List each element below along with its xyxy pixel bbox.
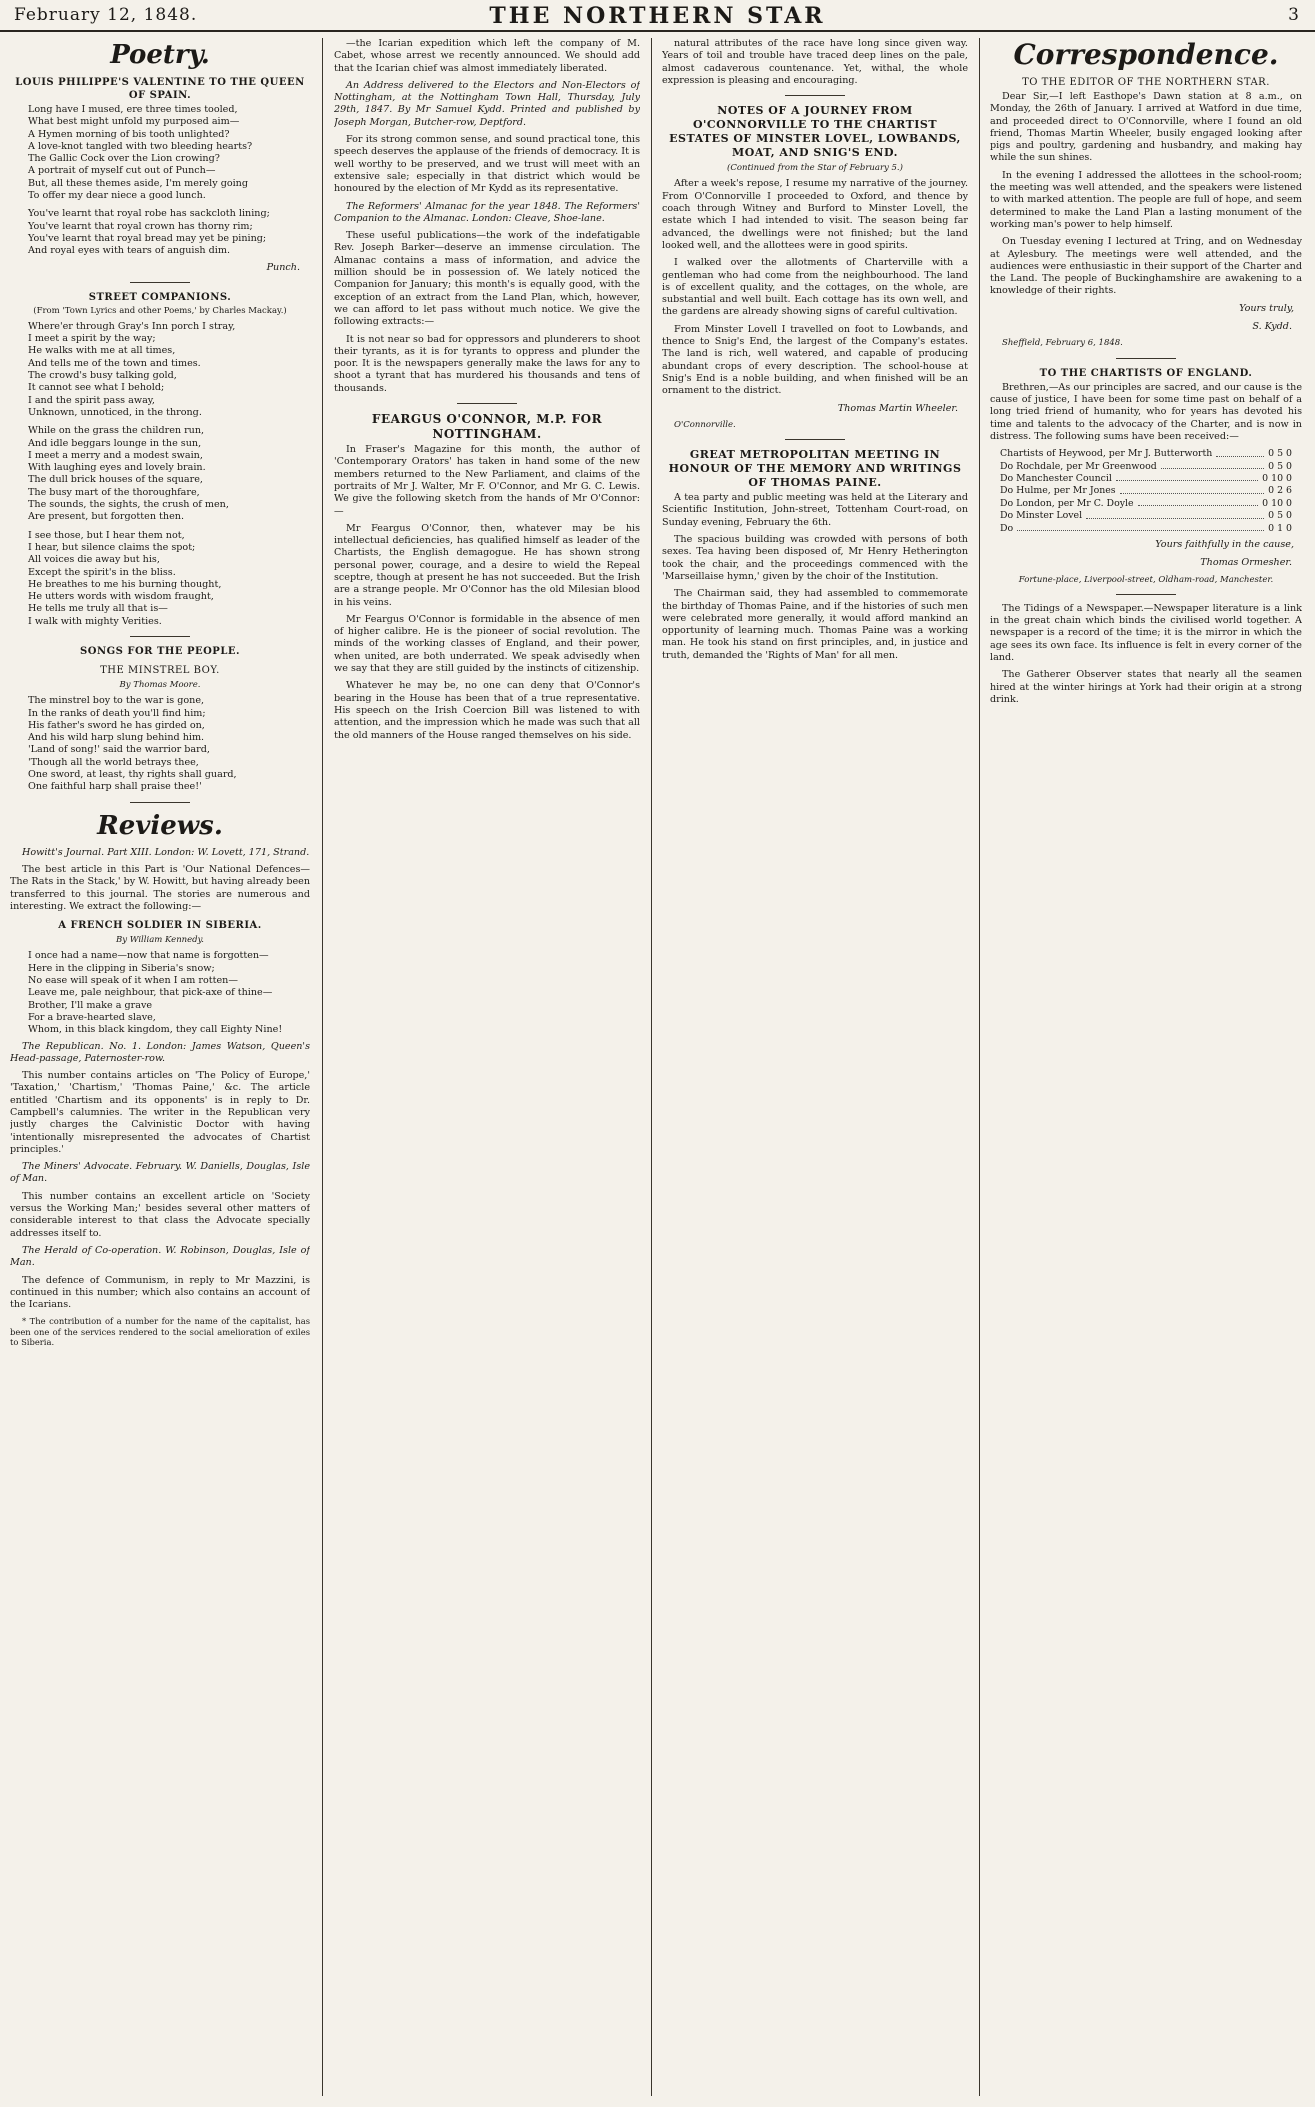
letter-text: Dear Sir,—I left Easthope's Dawn station at 8 a.m., on Monday, the 26th of January. I arrived at Watford in due time, and proceeded direct to O'Connorville, where I found an old friend, Thomas Martin Wheeler, busily engaged looking after pigs and poultry, gardening and husbandry, and making hay while the sun shines. (990, 91, 1302, 164)
verse-line: The dull brick houses of the square, (28, 474, 203, 486)
letter-heading: TO THE CHARTISTS OF ENGLAND. (1039, 367, 1253, 379)
verse-line: A love-knot tangled with two bleeding hearts? (28, 140, 253, 152)
amount: 0 10 0 (1262, 497, 1292, 509)
verse-line: Unknown, unnoticed, in the throng. (28, 406, 202, 418)
verse-line: The busy mart of the thoroughfare, (28, 486, 200, 498)
review-heading-text: The Reformers' Almanac for the year 1848. The Reformers' Companion to the Almanac. London: Cleave, Shoe-lane. (334, 200, 640, 224)
verse-line: With laughing eyes and lovely brain. (28, 462, 206, 474)
verse-line: Here in the clipping in Siberia's snow; (28, 962, 215, 974)
column-rule (979, 38, 980, 2096)
review-heading-text: The Miners' Advocate. February. W. Daniells, Douglas, Isle of Man. (10, 1161, 310, 1185)
poem-verse (10, 950, 310, 1036)
subscription-row (990, 510, 1302, 522)
review-heading (334, 80, 640, 129)
masthead: THE NORTHERN STAR (489, 3, 826, 29)
verse-line: I meet a spirit by the way; (28, 333, 156, 345)
column-2 (334, 38, 640, 2096)
article-title: FEARGUS O'CONNOR, M.P. FOR NOTTINGHAM. (371, 412, 603, 442)
footnote: * The contribution of a number for the name of the capitalist, has been one of the services rendered to the social amelioration of exiles to Siberia. (10, 1316, 310, 1348)
review-text: The best article in this Part is 'Our National Defences—The Rats in the Stack,' by W. Howitt, but having already been transferred to this journal. The stories are numerous and interesting. We extract the following:— (10, 863, 310, 912)
letter-closing: Yours truly, (1239, 302, 1294, 314)
verse-line: The crowd's busy talking gold, (28, 370, 177, 382)
amount: 0 2 6 (1268, 485, 1292, 497)
article-text: I walked over the allotments of Charterville with a gentleman who had come from the neighbourhood. The land is of excellent quality, and the cottages, on the whole, are substantial and well built. Each cottage has its own well, and the gardens are already showing signs of careful cultivation. (662, 257, 968, 318)
divider (130, 802, 190, 803)
poem-title: LOUIS PHILIPPE'S VALENTINE TO THE QUEEN OF SPAIN. (15, 77, 305, 101)
subscription-list (990, 448, 1302, 535)
poem-subtitle: THE MINSTREL BOY. (100, 664, 220, 676)
poem-byline: By Thomas Moore. (119, 679, 201, 690)
verse-line: One faithful harp shall praise thee!' (28, 781, 202, 793)
article-title: NOTES OF A JOURNEY FROM O'CONNORVILLE TO THE CHARTIST ESTATES OF MINSTER LOVEL, LOWBANDS, MOAT, AND SNIG'S END. (669, 104, 961, 160)
review-text: For its strong common sense, and sound practical tone, this speech deserves the applause of the friends of democracy. It is well worthy to be preserved, and we trust will meet with an extensive sale; especially in that district which would be honoured by the election of Mr Kydd as its representative. (334, 134, 640, 195)
issue-date: February 12, 1848. (14, 5, 198, 25)
review-heading (10, 847, 310, 859)
poem-title: STREET COMPANIONS. (88, 291, 232, 303)
verse-line: Are present, but forgotten then. (28, 511, 184, 523)
verse-line: I see those, but I hear them not, (28, 529, 185, 541)
verse-line: A portrait of myself cut out of Punch— (28, 165, 216, 177)
verse-line: And tells me of the town and times. (28, 357, 201, 369)
column-1 (10, 38, 310, 2096)
verse-line: Brother, I'll make a grave (28, 999, 153, 1011)
verse-line: And idle beggars lounge in the sun, (28, 437, 202, 449)
verse-line: He tells me truly all that is— (28, 603, 168, 615)
verse-line: He utters words with wisdom fraught, (28, 591, 214, 603)
letter-signature: S. Kydd. (1252, 321, 1292, 333)
article-title: GREAT METROPOLITAN MEETING IN HONOUR OF THE MEMORY AND WRITINGS OF THOMAS PAINE. (668, 448, 962, 490)
divider (1116, 358, 1176, 359)
subscription-row (990, 461, 1302, 473)
review-heading-text: Howitt's Journal. Part XIII. London: W. Lovett, 171, Strand. (22, 846, 310, 858)
verse-line: Where'er through Gray's Inn porch I stray, (28, 320, 236, 332)
letter-text: In the evening I addressed the allottees in the school-room; the meeting was well attended, and the speakers were listened to with marked attention. The people are full of hope, and seem determined to make the Land Plan a lasting monument of the working man's power to help himself. (990, 169, 1302, 230)
verse-line: He walks with me at all times, (28, 345, 176, 357)
verse-line: You've learnt that royal bread may yet be pining; (28, 232, 267, 244)
article-text: The spacious building was crowded with persons of both sexes. Tea having been disposed of, Mr Henry Hetherington took the chair, and the proceedings commenced with the 'Marseillaise hymn,' given by the choir of the Institution. (662, 534, 968, 582)
verse-line: One sword, at least, thy rights shall guard, (28, 769, 237, 781)
subscription-row (990, 448, 1302, 460)
subscriber: Do Minster Lovel (1000, 510, 1083, 522)
divider (457, 403, 517, 404)
review-heading (10, 1245, 310, 1270)
article-text: The Chairman said, they had assembled to commemorate the birthday of Thomas Paine, and if the histories of such men were celebrated more generally, it would afford mankind an opportunity of learning much. Thomas Paine was a working man. He took his stand on first principles, and, in justice and truth, demanded the 'Rights of Man' for all men. (662, 588, 968, 661)
letter-signature: Thomas Ormesher. (1200, 557, 1292, 569)
review-heading (10, 1161, 310, 1186)
subscription-row (990, 473, 1302, 485)
divider (785, 439, 845, 440)
page-header (0, 0, 1315, 32)
subscriber: Do London, per Mr C. Doyle (1000, 497, 1134, 509)
verse-line: Except the spirit's in the bliss. (28, 566, 176, 578)
verse-line: To offer my dear niece a good lunch. (28, 190, 206, 202)
subscriber: Do Rochdale, per Mr Greenwood (1000, 460, 1157, 472)
verse-line: The sounds, the sights, the crush of men, (28, 499, 229, 511)
subscription-row (990, 485, 1302, 497)
section-title-correspondence: Correspondence. (1013, 38, 1279, 71)
subscriber: Do Hulme, per Mr Jones (1000, 485, 1116, 497)
poem-title: SONGS FOR THE PEOPLE. (80, 645, 240, 657)
article-text: In Fraser's Magazine for this month, the author of 'Contemporary Orators' has taken in hand some of the new members returned to the New Parliament, and claims of the portraits of Mr J. Walter, Mr F. O'Connor, and Mr G. C. Lewis. We give the following sketch from the hands of Mr O'Connor:— (334, 444, 640, 517)
divider (130, 636, 190, 637)
verse-line: What best might unfold my purposed aim— (28, 116, 240, 128)
letter-text: On Tuesday evening I lectured at Tring, and on Wednesday at Aylesbury. The meetings were well attended, and the audiences were enthusiastic in their support of the Charter and the Land. The people of Buckinghamshire are awakening to a knowledge of their rights. (990, 236, 1302, 297)
verse-line: All voices die away but his, (28, 554, 160, 566)
subscriber: Chartists of Heywood, per Mr J. Butterworth (1000, 448, 1213, 460)
letter-heading: TO THE EDITOR OF THE NORTHERN STAR. (1022, 77, 1270, 88)
article-place: O'Connorville. (674, 419, 736, 430)
poem-signature: Punch. (266, 261, 300, 273)
review-text: It is not near so bad for oppressors and plunderers to shoot their tyrants, as it is for tyrants to oppress and plunder the poor. It is the newspapers generally make the laws for any to shoot a tyrant that has murdered his thousands and tens of thousands. (334, 333, 640, 394)
divider (130, 282, 190, 283)
letter-text: Brethren,—As our principles are sacred, and our cause is the cause of justice, I have been for some time past on behalf of a long tried friend of humanity, who for years has devoted his time and talents to the advocacy of the Charter, and is now in distress. The following sums have been received:— (990, 381, 1302, 442)
column-4 (990, 38, 1302, 2096)
amount: 0 10 0 (1262, 472, 1292, 484)
verse-line: And royal eyes with tears of anguish dim. (28, 245, 231, 257)
poem-verse (10, 695, 310, 793)
article-text: natural attributes of the race have long since given way. Years of toil and trouble have traced deep lines on the pale, almost cadaverous countenance. Yet, withal, the whole expression is pleasing and encouraging. (662, 38, 968, 86)
article-signature: Thomas Martin Wheeler. (837, 402, 958, 414)
article-text: Mr Feargus O'Connor is formidable in the absence of men of higher calibre. He is the pioneer of social revolution. The minds of the working classes of England, and their power, when united, are both underrated. We speak advisedly when we say that they are still guided by the instincts of citizenship. (334, 613, 640, 675)
amount: 0 5 0 (1268, 460, 1292, 472)
article-text: The Tidings of a Newspaper.—Newspaper literature is a link in the great chain which binds the civilised world together. A newspaper is a record of the time; it is the mirror in which the age sees its own face. Its influence is felt in every corner of the land. (990, 602, 1302, 664)
column-rule (651, 38, 652, 2096)
article-subtitle: (Continued from the Star of February 5.) (727, 163, 903, 174)
poem-subtitle: (From 'Town Lyrics and other Poems,' by Charles Mackay.) (33, 305, 287, 316)
letter-closing: Yours faithfully in the cause, (1155, 538, 1294, 550)
article-text: Mr Feargus O'Connor, then, whatever may be his intellectual deficiencies, has qualified himself as leader of the Chartists, the English demagogue. He has shown strong personal power, courage, and a desire to wield the Repeal sceptre, though at present he has not succeeded. But the Irish are a strange people. Mr O'Connor has the old Milesian blood in his veins. (334, 522, 640, 608)
verse-line: Leave me, pale neighbour, that pick-axe of thine— (28, 987, 273, 999)
verse-line: It cannot see what I behold; (28, 382, 165, 394)
subscription-row (990, 498, 1302, 510)
subscriber: Do (1000, 522, 1014, 534)
verse-line: I once had a name—now that name is forgotten— (28, 950, 269, 962)
section-title-poetry: Poetry. (110, 40, 210, 70)
review-heading-text: An Address delivered to the Electors and Non-Electors of Nottingham, at the Nottingham Town Hall, Thursday, July 29th, 1847. By Mr Samuel Kydd. Printed and published by Joseph Morgan, Butcher-row, Deptford. (334, 79, 640, 128)
article-text: —the Icarian expedition which left the company of M. Cabet, whose arrest we recently announced. We should add that the Icarian chief was almost immediately liberated. (334, 38, 640, 74)
verse-line: 'Though all the world betrays thee, (28, 756, 199, 768)
letter-address: Fortune-place, Liverpool-street, Oldham-road, Manchester. (1018, 574, 1274, 585)
column-3 (662, 38, 968, 2096)
verse-line: I hear, but silence claims the spot; (28, 541, 196, 553)
article-text: After a week's repose, I resume my narrative of the journey. From O'Connorville I proceeded to Oxford, and thence by coach through Witney and Burford to Minster Lovell, the estate which I had intended to visit. The season being far advanced, the dwellings were not finished; but the land looked well, and the allottees were in good spirits. (662, 178, 968, 251)
verse-line: You've learnt that royal robe has sackcloth lining; (28, 208, 270, 220)
verse-line: A Hymen morning of bis tooth unlighted? (28, 128, 230, 140)
article-text: A tea party and public meeting was held at the Literary and Scientific Institution, John-street, Tottenham Court-road, on Sunday evening, February the 6th. (662, 492, 968, 528)
review-text: This number contains articles on 'The Policy of Europe,' 'Taxation,' 'Chartism,' 'Thomas Paine,' &c. The article entitled 'Chartism and its opponents' is in reply to Dr. Campbell's calumnies. The writer in the Republican very justly charges the Calvinistic Doctor with having 'intentionally misrepresented the advocates of Chartist principles.' (10, 1070, 310, 1155)
verse-line: I walk with mighty Verities. (28, 615, 162, 627)
verse-line: The minstrel boy to the war is gone, (28, 695, 205, 707)
divider (1116, 594, 1176, 595)
page-number: 3 (1288, 5, 1299, 25)
verse-line: In the ranks of death you'll find him; (28, 707, 206, 719)
subscriber: Do Manchester Council (1000, 472, 1112, 484)
verse-line: While on the grass the children run, (28, 425, 205, 437)
verse-line: 'Land of song!' said the warrior bard, (28, 744, 210, 756)
poem-verse (10, 321, 310, 628)
amount: 0 5 0 (1268, 510, 1292, 522)
poem-title: A FRENCH SOLDIER IN SIBERIA. (58, 920, 262, 932)
column-rule (322, 38, 323, 2096)
verse-line: You've learnt that royal crown has thorny rim; (28, 220, 253, 232)
verse-line: The Gallic Cock over the Lion crowing? (28, 153, 220, 165)
letter-place: Sheffield, February 6, 1848. (1002, 338, 1123, 349)
review-heading (334, 201, 640, 226)
review-heading (10, 1041, 310, 1066)
review-heading-text: The Herald of Co-operation. W. Robinson, Douglas, Isle of Man. (10, 1244, 310, 1269)
verse-line: I and the spirit pass away, (28, 394, 155, 406)
poem-verse (10, 104, 310, 258)
amount: 0 1 0 (1268, 522, 1292, 534)
article-text: The Gatherer Observer states that nearly all the seamen hired at the winter hirings at York had their origin at a strong drink. (990, 669, 1302, 705)
poem-byline: By William Kennedy. (116, 935, 204, 946)
article-text: Whatever he may be, no one can deny that O'Connor's bearing in the House has been that of a true representative. His speech on the Irish Coercion Bill was listened to with attention, and the impression which he made was such that all the old manners of the House ranged themselves on his side. (334, 680, 640, 741)
review-heading-text: The Republican. No. 1. London: James Watson, Queen's Head-passage, Paternoster-row. (10, 1040, 310, 1064)
verse-line: But, all these themes aside, I'm merely going (28, 177, 248, 189)
subscription-row (990, 523, 1302, 535)
verse-line: He breathes to me his burning thought, (28, 578, 222, 590)
review-text: This number contains an excellent article on 'Society versus the Working Man;' besides several other matters of considerable interest to that class the Advocate specially addresses itself to. (10, 1190, 310, 1239)
verse-line: No ease will speak of it when I am rotten— (28, 975, 238, 987)
review-text: These useful publications—the work of the indefatigable Rev. Joseph Barker—deserve an immense circulation. The Almanac contains a mass of information, and advice the million should be in possession of. We lately noticed the Companion for January; this month's is equally good, with the exception of an extract from the Land Plan, which, however, we can afford to let pass without much notice. We give the following extracts:— (334, 230, 640, 328)
verse-line: And his wild harp slung behind him. (28, 732, 205, 744)
verse-line: For a brave-hearted slave, (28, 1011, 156, 1023)
verse-line: Whom, in this black kingdom, they call Eighty Nine! (28, 1024, 283, 1036)
review-text: The defence of Communism, in reply to Mr Mazzini, is continued in this number; which also contains an account of the Icarians. (10, 1274, 310, 1311)
verse-line: His father's sword he has girded on, (28, 719, 205, 731)
verse-line: Long have I mused, ere three times tooled, (28, 104, 238, 115)
section-title-reviews: Reviews. (97, 810, 223, 841)
verse-line: I meet a merry and a modest swain, (28, 449, 203, 461)
divider (785, 95, 845, 96)
article-text: From Minster Lovell I travelled on foot to Lowbands, and thence to Snig's End, the largest of the Company's estates. The land is rich, well watered, and capable of producing abundant crops of every description. The school-house at Snig's End is a noble building, and when finished will be an ornament to the district. (662, 323, 968, 397)
amount: 0 5 0 (1268, 448, 1292, 460)
